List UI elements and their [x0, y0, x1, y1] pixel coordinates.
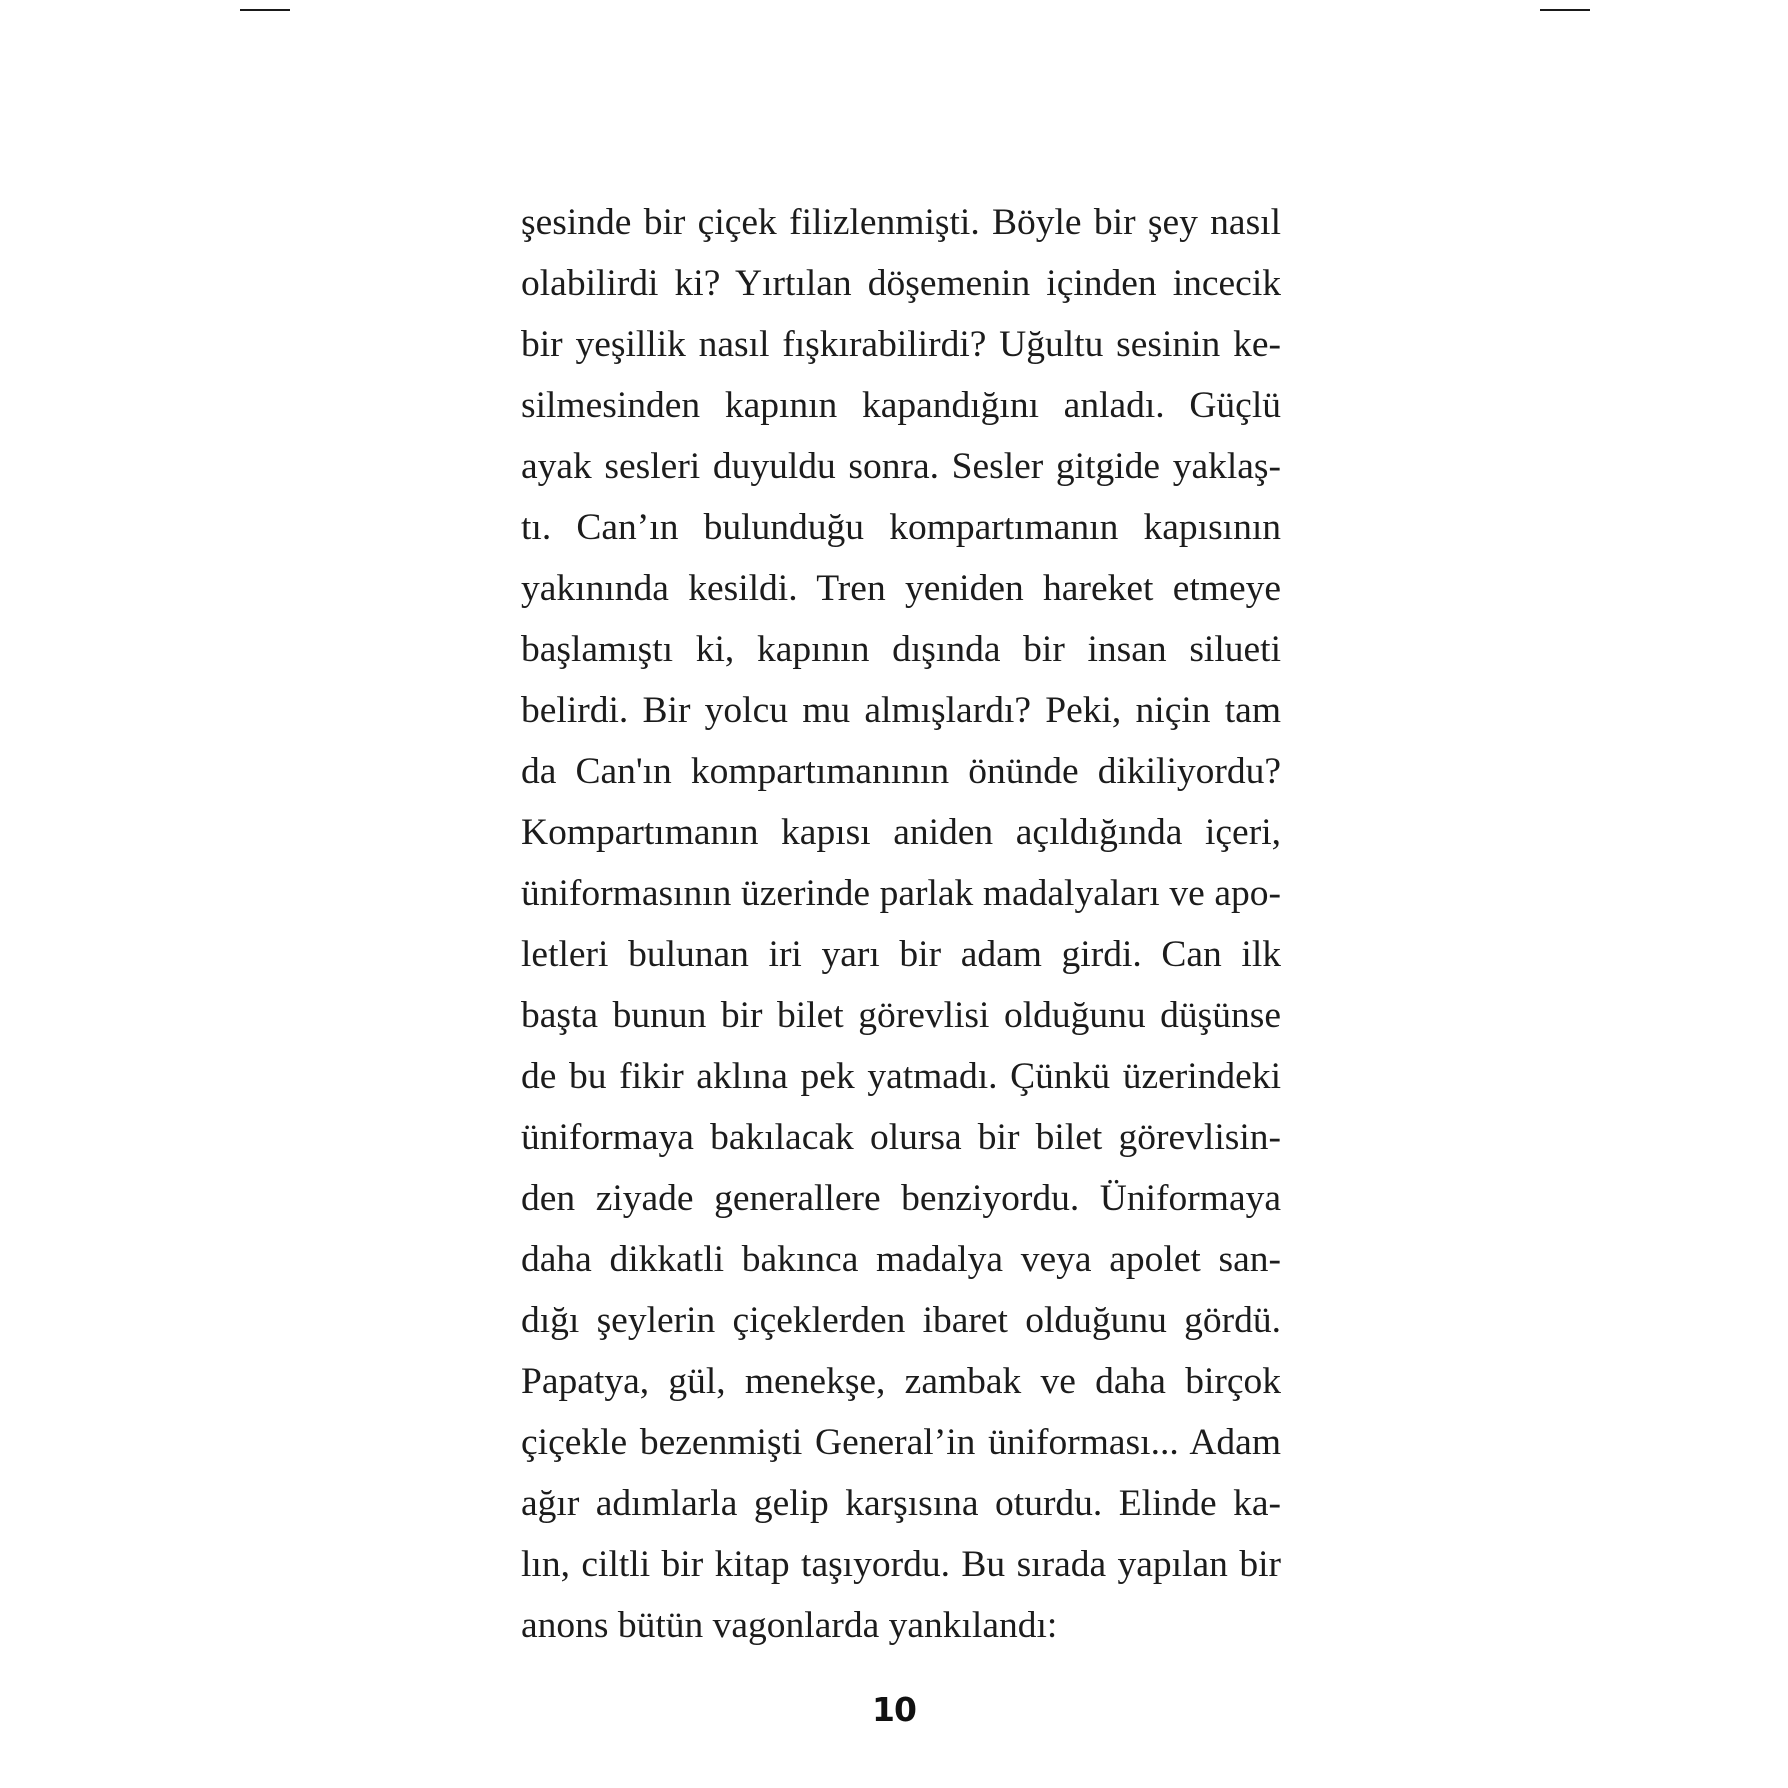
text-line: de bu fikir aklına pek yatmadı. Çünkü üzerindeki	[521, 1056, 1281, 1097]
page-number: 10	[872, 1690, 916, 1729]
text-line: yakınında kesildi. Tren yeniden hareket etmeye	[521, 568, 1281, 609]
text-line: ağır adımlarla gelip karşısına oturdu. Elinde ka-	[521, 1483, 1281, 1524]
text-line: den ziyade generallere benziyordu. Üniformaya	[521, 1178, 1281, 1219]
text-line: üniformaya bakılacak olursa bir bilet görevlisin-	[521, 1117, 1281, 1158]
text-line: Kompartımanın kapısı aniden açıldığında içeri,	[521, 812, 1281, 853]
text-line: dığı şeylerin çiçeklerden ibaret olduğunu gördü.	[521, 1300, 1281, 1341]
text-line: daha dikkatli bakınca madalya veya apolet san-	[521, 1239, 1281, 1280]
text-line: belirdi. Bir yolcu mu almışlardı? Peki, niçin tam	[521, 690, 1281, 731]
text-line: anons bütün vagonlarda yankılandı:	[521, 1605, 1058, 1646]
text-line: başlamıştı ki, kapının dışında bir insan silueti	[521, 629, 1281, 670]
text-line: silmesinden kapının kapandığını anladı. Güçlü	[521, 385, 1281, 426]
text-line: da Can'ın kompartımanının önünde dikiliyordu?	[521, 751, 1281, 792]
text-line: letleri bulunan iri yarı bir adam girdi. Can ilk	[521, 934, 1281, 975]
text-line: bir yeşillik nasıl fışkırabilirdi? Uğultu sesinin ke-	[521, 324, 1281, 365]
crop-mark-top-right	[1540, 9, 1590, 11]
text-line: şesinde bir çiçek filizlenmişti. Böyle bir şey nasıl	[521, 202, 1281, 243]
text-line: başta bunun bir bilet görevlisi olduğunu düşünse	[521, 995, 1281, 1036]
text-line: lın, ciltli bir kitap taşıyordu. Bu sırada yapılan bir	[521, 1544, 1281, 1585]
crop-mark-top-left	[240, 9, 290, 11]
text-line: üniformasının üzerinde parlak madalyaları ve apo-	[521, 873, 1281, 914]
body-text	[521, 192, 1281, 1656]
text-line: Papatya, gül, menekşe, zambak ve daha birçok	[521, 1361, 1281, 1402]
text-line: olabilirdi ki? Yırtılan döşemenin içinden incecik	[521, 263, 1281, 304]
text-line: çiçekle bezenmişti General’in üniforması... Adam	[521, 1422, 1281, 1463]
text-line: tı. Can’ın bulunduğu kompartımanın kapısının	[521, 507, 1281, 548]
text-line: ayak sesleri duyuldu sonra. Sesler gitgide yaklaş-	[521, 446, 1281, 487]
